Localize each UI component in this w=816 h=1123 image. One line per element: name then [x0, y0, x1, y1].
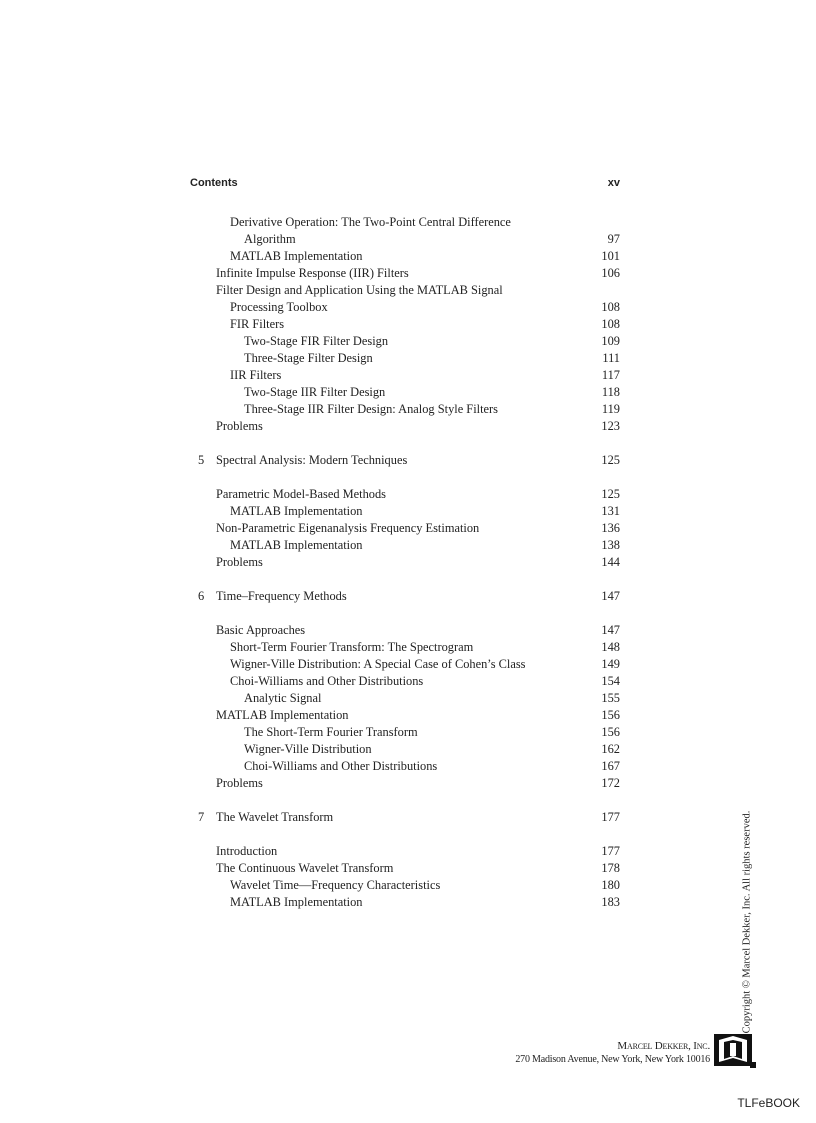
publisher-address: 270 Madison Avenue, New York, New York 10016: [515, 1054, 710, 1065]
toc-entry-row: [190, 843, 620, 860]
toc-entry-title: Three-Stage IIR Filter Design: Analog Style Filters: [244, 402, 498, 416]
toc-entry-title: Filter Design and Application Using the MATLAB Signal: [216, 283, 503, 297]
toc-entry-title: MATLAB Implementation: [230, 504, 363, 518]
toc-entry-row: [190, 265, 620, 282]
toc-page-number: 119: [601, 402, 620, 416]
toc-page-number: 162: [601, 742, 620, 756]
toc-entry-title: Problems: [216, 776, 263, 790]
toc-entry-row: [190, 299, 620, 316]
toc-entry-row: [190, 758, 620, 775]
toc-entry-row: [190, 741, 620, 758]
toc-entry-title: Derivative Operation: The Two-Point Central Difference: [230, 215, 511, 229]
toc-page-number: 123: [601, 419, 620, 433]
publisher-imprint: [515, 1040, 710, 1066]
toc-page-number: 177: [601, 844, 620, 858]
toc-entry-title: Basic Approaches: [216, 623, 306, 637]
toc-entry-title: Wavelet Time—Frequency Characteristics: [230, 878, 441, 892]
toc-page-number: 149: [601, 657, 620, 671]
toc-page-number: 156: [601, 708, 620, 722]
toc-page-number: 183: [601, 895, 620, 909]
toc-entry-title: Short-Term Fourier Transform: The Spectrogram: [230, 640, 474, 654]
toc-chapter-row: [190, 588, 620, 605]
toc-entry-title: Choi-Williams and Other Distributions: [230, 674, 424, 688]
toc-page-number: 111: [602, 351, 620, 365]
toc-page-number: 147: [601, 589, 620, 603]
toc-spacer: [190, 605, 620, 622]
toc-entry-row: [190, 231, 620, 248]
toc-page-number: 154: [601, 674, 620, 688]
running-header: [190, 177, 620, 193]
table-of-contents: [190, 214, 620, 911]
toc-entry-title: Analytic Signal: [244, 691, 322, 705]
toc-chapter-row: [190, 809, 620, 826]
toc-page-number: 155: [601, 691, 620, 705]
toc-entry-title: MATLAB Implementation: [230, 249, 363, 263]
toc-entry-row: [190, 894, 620, 911]
toc-page-number: 156: [601, 725, 620, 739]
toc-entry-row: [190, 639, 620, 656]
toc-page-number: 147: [601, 623, 620, 637]
toc-entry-row: [190, 877, 620, 894]
toc-entry-row: [190, 333, 620, 350]
copyright-notice: [740, 812, 754, 1032]
publisher-logo-icon: [712, 1032, 756, 1068]
toc-spacer: [190, 792, 620, 809]
toc-entry-row: [190, 520, 620, 537]
running-header-title: Contents: [190, 177, 238, 189]
toc-entry-row: [190, 707, 620, 724]
toc-entry-row: [190, 282, 620, 299]
toc-entry-row: [190, 503, 620, 520]
toc-chapter-row: [190, 452, 620, 469]
toc-spacer: [190, 469, 620, 486]
toc-entry-row: [190, 418, 620, 435]
toc-entry-row: [190, 350, 620, 367]
running-header-page-number: xv: [607, 177, 620, 189]
toc-entry-title: Two-Stage IIR Filter Design: [244, 385, 386, 399]
toc-page-number: 167: [601, 759, 620, 773]
toc-entry-row: [190, 537, 620, 554]
toc-chapter-number: 6: [198, 589, 205, 603]
toc-page-number: 172: [601, 776, 620, 790]
toc-entry-row: [190, 656, 620, 673]
watermark: TLFeBOOK: [737, 1096, 800, 1110]
toc-chapter-number: 7: [198, 810, 205, 824]
toc-entry-row: [190, 401, 620, 418]
toc-entry-title: Problems: [216, 555, 263, 569]
toc-page-number: 118: [601, 385, 620, 399]
publisher-name: Marcel Dekker, Inc.: [617, 1040, 710, 1052]
toc-entry-title: MATLAB Implementation: [230, 538, 363, 552]
toc-page-number: 125: [601, 487, 620, 501]
toc-chapter-number: 5: [198, 453, 205, 467]
toc-page-number: 144: [601, 555, 620, 569]
toc-page-number: 148: [601, 640, 620, 654]
toc-entry-row: [190, 367, 620, 384]
toc-entry-title: Wigner-Ville Distribution: [244, 742, 372, 756]
toc-entry-title: MATLAB Implementation: [216, 708, 349, 722]
toc-spacer: [190, 435, 620, 452]
copyright-text: Copyright © Marcel Dekker, Inc. All rights reserved.: [741, 810, 753, 1034]
toc-entry-title: IIR Filters: [230, 368, 282, 382]
toc-entry-title: Algorithm: [244, 232, 296, 246]
toc-spacer: [190, 826, 620, 843]
toc-page-number: 106: [601, 266, 620, 280]
toc-page-number: 101: [601, 249, 620, 263]
toc-entry-row: [190, 554, 620, 571]
toc-entry-title: Wigner-Ville Distribution: A Special Case of Cohen’s Class: [230, 657, 526, 671]
toc-entry-row: [190, 316, 620, 333]
toc-page-number: 108: [601, 317, 620, 331]
toc-entry-row: [190, 214, 620, 231]
toc-entry-title: Parametric Model-Based Methods: [216, 487, 386, 501]
toc-entry-title: Two-Stage FIR Filter Design: [244, 334, 389, 348]
toc-entry-title: The Wavelet Transform: [216, 810, 334, 824]
toc-entry-title: Choi-Williams and Other Distributions: [244, 759, 438, 773]
toc-entry-title: Spectral Analysis: Modern Techniques: [216, 453, 408, 467]
toc-entry-title: The Continuous Wavelet Transform: [216, 861, 394, 875]
toc-entry-title: Time–Frequency Methods: [216, 589, 347, 603]
toc-page-number: 136: [601, 521, 620, 535]
toc-entry-row: [190, 775, 620, 792]
toc-page-number: 109: [601, 334, 620, 348]
toc-page-number: 97: [607, 232, 620, 246]
toc-page-number: 177: [601, 810, 620, 824]
toc-entry-row: [190, 673, 620, 690]
toc-entry-row: [190, 690, 620, 707]
toc-entry-title: FIR Filters: [230, 317, 285, 331]
toc-entry-title: The Short-Term Fourier Transform: [244, 725, 418, 739]
toc-page-number: 180: [601, 878, 620, 892]
toc-entry-title: Three-Stage Filter Design: [244, 351, 373, 365]
toc-entry-row: [190, 248, 620, 265]
toc-page-number: 131: [601, 504, 620, 518]
toc-spacer: [190, 571, 620, 588]
toc-entry-row: [190, 622, 620, 639]
toc-entry-row: [190, 384, 620, 401]
toc-entry-title: Processing Toolbox: [230, 300, 328, 314]
toc-page-number: 178: [601, 861, 620, 875]
toc-page-number: 125: [601, 453, 620, 467]
toc-entry-row: [190, 486, 620, 503]
toc-entry-title: Problems: [216, 419, 263, 433]
toc-page-number: 117: [601, 368, 620, 382]
toc-entry-title: Non-Parametric Eigenanalysis Frequency Estimation: [216, 521, 480, 535]
toc-entry-title: Introduction: [216, 844, 278, 858]
toc-entry-title: MATLAB Implementation: [230, 895, 363, 909]
toc-page-number: 108: [601, 300, 620, 314]
toc-entry-row: [190, 860, 620, 877]
toc-page-number: 138: [601, 538, 620, 552]
toc-entry-title: Infinite Impulse Response (IIR) Filters: [216, 266, 409, 280]
toc-entry-row: [190, 724, 620, 741]
